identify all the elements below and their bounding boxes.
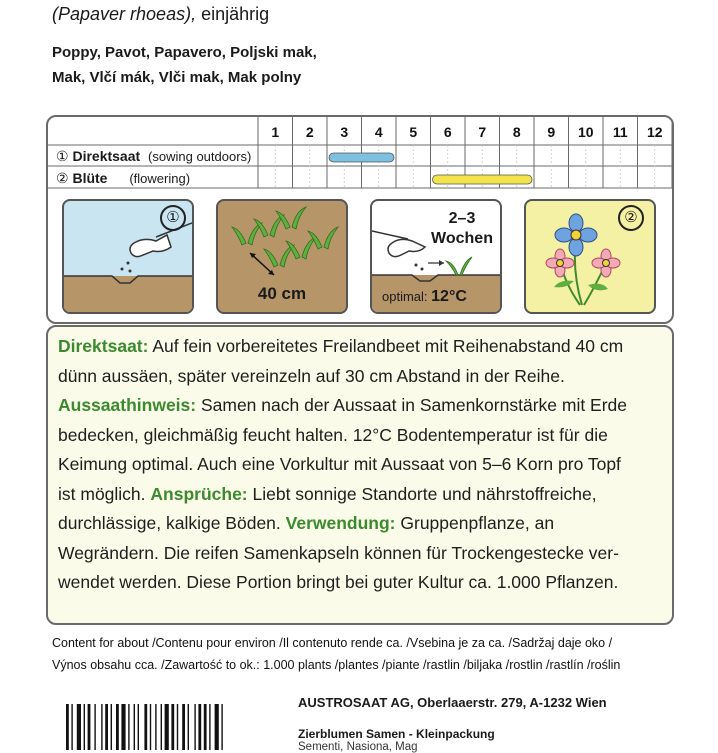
tile-flowering <box>524 199 656 314</box>
sowing-calendar <box>46 115 674 324</box>
month-label: 8 <box>512 124 521 140</box>
tile-sowing <box>62 199 194 314</box>
sub-direktsaat: (sowing outdoors) <box>148 149 252 164</box>
label-direktsaat: Direktsaat <box>72 148 141 164</box>
barcode-bar <box>171 704 174 750</box>
spacing-caption: 40 cm <box>257 284 307 303</box>
sub-bluete: (flowering) <box>129 171 191 186</box>
barcode-bar <box>182 704 185 750</box>
month-label: 10 <box>577 124 594 140</box>
tile-spacing <box>216 199 348 314</box>
weeks-value: 2–3 <box>448 210 476 227</box>
instr-line-4: bedecken, gleichmäßig feucht halten. 12°C Bodentemperatur ist für die <box>58 424 608 445</box>
barcode-bar <box>111 704 112 750</box>
cultivation-instructions <box>46 325 674 625</box>
instr-line-8: Wegrändern. Die reifen Samenkapseln können für Trockengestecke ver- <box>58 542 619 563</box>
package-type: Zierblumen Samen - Kleinpackung <box>298 727 495 741</box>
barcode-bar <box>138 704 139 750</box>
instr-line-1 <box>58 332 668 362</box>
barcode-bar <box>105 704 108 750</box>
duration: einjährig <box>196 4 270 24</box>
barcode-bar <box>194 704 195 750</box>
text-l1: Auf fein vorbereitetes Freilandbeet mit Reihenabstand 40 cm <box>148 336 624 356</box>
content-line-2: Výnos obsahu cca. /Zawartość to ok.: 1.000 plants /plantes /piante /rastlin /biljaka /rostlin /rastlín /roślin <box>52 658 621 672</box>
barcode-bar <box>155 704 156 750</box>
barcode-bar <box>116 704 119 750</box>
month-label: 4 <box>374 124 383 140</box>
heading-ansprueche: Ansprüche: <box>150 483 248 504</box>
month-label: 3 <box>340 124 349 140</box>
barcode-bar <box>188 704 189 750</box>
month-label: 5 <box>409 124 418 140</box>
heading-direktsaat: Direktsaat: <box>58 336 149 356</box>
badge-2: ② <box>618 205 644 231</box>
barcode-bar <box>66 704 69 750</box>
barcode-bar <box>134 704 135 750</box>
barcode-bar <box>84 704 85 750</box>
barcode-bar <box>209 704 210 750</box>
month-label: 9 <box>547 124 556 140</box>
germination-duration <box>422 209 502 249</box>
barcode-bar <box>221 704 222 750</box>
barcode-bar <box>144 704 147 750</box>
month-label: 12 <box>646 124 663 140</box>
heading-verwendung: Verwendung: <box>285 513 396 533</box>
month-label: 1 <box>271 124 280 140</box>
barcode-bar <box>150 704 151 750</box>
weeks-label: Wochen <box>431 230 493 247</box>
text-l7a: durchlässige, kalkige Böden. <box>58 513 286 533</box>
calendar-bar-1 <box>329 153 394 162</box>
heading-aussaathinweis: Aussaathinweis: <box>58 395 197 415</box>
barcode-bar <box>198 704 201 750</box>
month-label: 11 <box>612 124 628 140</box>
month-label: 2 <box>305 124 314 140</box>
barcode-bar <box>101 704 102 750</box>
package-languages: Sementi, Nasiona, Mag <box>298 741 418 753</box>
tile-germination <box>370 199 502 314</box>
barcode-bar <box>88 704 91 750</box>
barcode-bar <box>77 704 81 750</box>
barcode-bar <box>165 704 169 750</box>
company-address: AUSTROSAAT AG, Oberlaaerstr. 279, A-1232 Wien <box>298 695 607 710</box>
marker-2: ② <box>56 170 69 186</box>
barcode-bar <box>215 704 219 750</box>
content-statement <box>52 632 620 676</box>
barcode-bar <box>128 704 129 750</box>
marker-1: ① <box>56 148 69 164</box>
latin-name: (Papaver rhoeas), <box>52 4 197 24</box>
instr-line-9: wendet werden. Diese Portion bringt bei guter Kultur ca. 1.000 Pflanzen. <box>58 572 619 592</box>
text-l6a: ist möglich. <box>58 483 151 504</box>
row-label-direktsaat <box>56 148 251 165</box>
latin-name-line <box>52 4 269 25</box>
instr-line-2: dünn aussäen, später vereinzeln auf 30 cm Abstand in der Reihe. <box>58 365 565 386</box>
barcode <box>66 704 276 750</box>
common-names <box>52 40 317 90</box>
row-label-bluete <box>56 170 190 187</box>
barcode-bar <box>121 704 125 750</box>
month-label: 7 <box>478 124 487 140</box>
temperature-value: 12°C <box>431 288 467 305</box>
content-line-1: Content for about /Contenu pour environ /Il contenuto rende ca. /Vsebina je za ca. /Sadržaj daje oko / <box>52 636 613 650</box>
barcode-bar <box>161 704 162 750</box>
text-l6b: Liebt sonnige Standorte und nährstoffreiche, <box>247 483 597 504</box>
barcode-bar <box>204 704 207 750</box>
optimal-label: optimal: <box>382 289 428 304</box>
common-names-line-1: Poppy, Pavot, Papavero, Poljski mak, <box>52 44 317 61</box>
barcode-bar <box>94 704 95 750</box>
badge-1: ① <box>160 205 186 231</box>
barcode-bar <box>71 704 72 750</box>
common-names-line-2: Mak, Vlčí mák, Vlči mak, Mak polny <box>52 69 302 86</box>
instr-line-3 <box>58 391 668 421</box>
instructions-body <box>58 332 668 598</box>
label-bluete: Blüte <box>72 170 108 186</box>
month-label: 6 <box>443 124 452 140</box>
text-l3: Samen nach der Aussaat in Samenkornstärke mit Erde <box>196 395 628 415</box>
instr-line-7 <box>58 509 668 539</box>
instr-line-5: Keimung optimal. Auch eine Vorkultur mit Aussaat von 5–6 Korn pro Topf <box>58 454 621 474</box>
barcode-bar <box>177 704 178 750</box>
instr-line-6 <box>58 480 668 510</box>
optimal-temperature <box>382 288 467 306</box>
text-l7b: Gruppenpflanze, an <box>395 513 555 533</box>
calendar-bar-2 <box>433 175 533 184</box>
